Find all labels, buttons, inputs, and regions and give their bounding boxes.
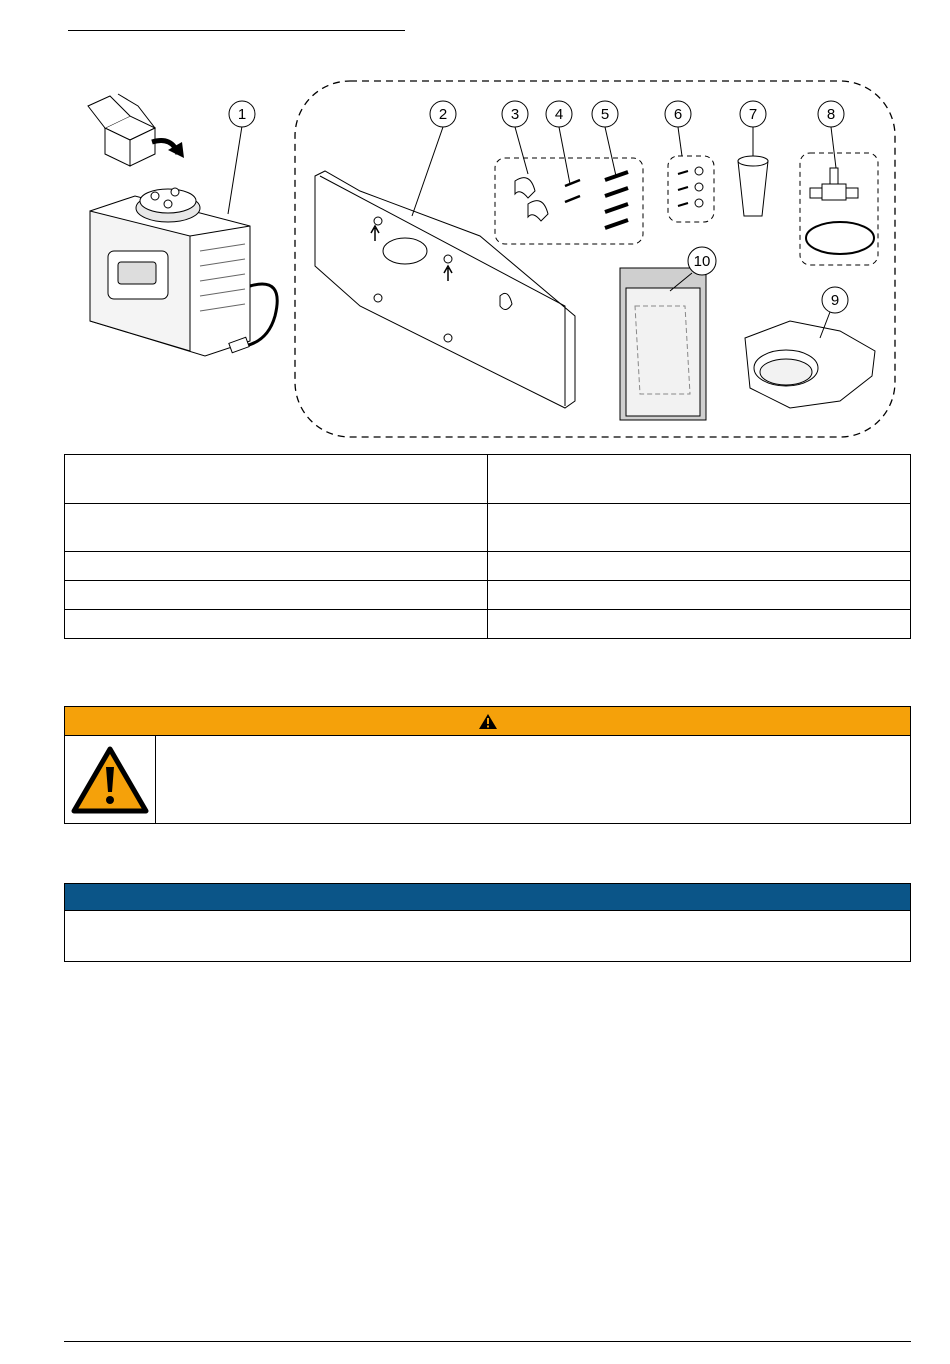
analyzer-illustration xyxy=(88,94,277,356)
callout-1 xyxy=(229,101,255,127)
table-cell xyxy=(65,504,488,552)
warning-header-bar xyxy=(65,707,910,736)
table-cell xyxy=(65,610,488,639)
warning-triangle-icon xyxy=(71,745,149,815)
callout-3 xyxy=(502,101,528,127)
table-cell xyxy=(65,581,488,610)
callout-6 xyxy=(665,101,691,127)
warning-icon-cell xyxy=(65,736,156,823)
notice-header-bar xyxy=(65,884,910,911)
callout-8-label: 8 xyxy=(826,106,836,123)
table-cell xyxy=(488,581,911,610)
warning-box xyxy=(64,706,911,824)
callout-2-label: 2 xyxy=(438,106,448,123)
callout-5 xyxy=(592,101,618,127)
callout-1-label: 1 xyxy=(237,106,247,123)
parts-table xyxy=(64,454,911,639)
footer-rule xyxy=(64,1341,911,1342)
bag-illustration xyxy=(620,268,706,420)
notice-text xyxy=(65,911,910,927)
table-cell xyxy=(65,455,488,504)
table-cell xyxy=(488,552,911,581)
screws-large-illustration xyxy=(605,172,628,228)
callout-9-label: 9 xyxy=(830,292,840,309)
callout-7 xyxy=(740,101,766,127)
table-row xyxy=(65,552,911,581)
screws-small-illustration xyxy=(565,180,580,202)
callout-4 xyxy=(546,101,572,127)
callout-3-label: 3 xyxy=(510,106,520,123)
callout-7-label: 7 xyxy=(748,106,758,123)
table-row xyxy=(65,581,911,610)
table-cell xyxy=(488,610,911,639)
callout-10 xyxy=(688,247,716,275)
warning-text xyxy=(156,736,910,823)
table-row xyxy=(65,504,911,552)
table-row xyxy=(65,610,911,639)
fitting-tubing-illustration xyxy=(806,168,874,254)
callout-8 xyxy=(818,101,844,127)
callout-10-label: 10 xyxy=(693,253,711,270)
bracket-ring-illustration xyxy=(745,321,875,408)
table-cell xyxy=(488,455,911,504)
table-row xyxy=(65,455,911,504)
callout-5-label: 5 xyxy=(600,106,610,123)
notice-box xyxy=(64,883,911,962)
callout-4-label: 4 xyxy=(554,106,564,123)
header-rule xyxy=(68,30,405,31)
callout-9 xyxy=(822,287,848,313)
clips-illustration xyxy=(515,178,548,221)
screws-washers-illustration xyxy=(678,167,703,207)
warning-small-icon xyxy=(478,713,498,730)
table-cell xyxy=(488,504,911,552)
callout-2 xyxy=(430,101,456,127)
table-cell xyxy=(65,552,488,581)
callout-6-label: 6 xyxy=(673,106,683,123)
scope-of-delivery-figure xyxy=(60,76,910,446)
cup-illustration xyxy=(738,156,768,216)
